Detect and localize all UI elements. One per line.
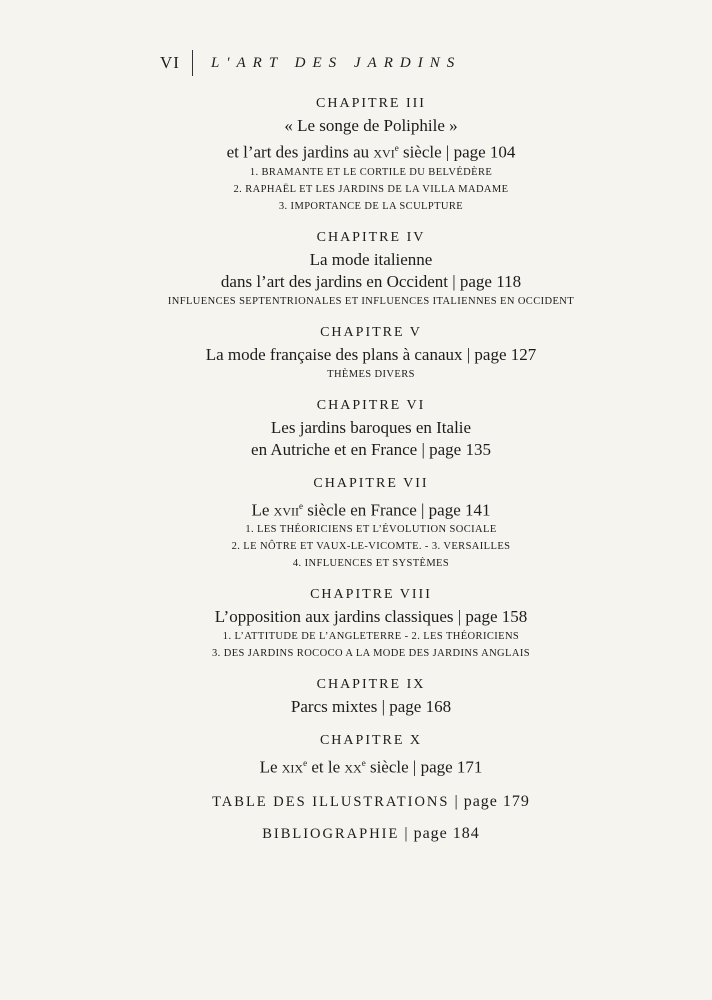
page-number: VI (160, 53, 180, 72)
chapter-title: Les jardins baroques en Italie (270, 417, 472, 437)
chapter-title: « Le songe de Poliphile » (284, 116, 458, 135)
chapter-10 (150, 730, 592, 779)
section-item: 3. DES JARDINS ROCOCO A LA MODE DES JARDINS ANGLAIS (212, 648, 530, 660)
section-item: 1. LES THÉORICIENS ET L’ÉVOLUTION SOCIALE (245, 524, 497, 536)
section-item: 1. BRAMANTE ET LE CORTILE DU BELVÉDÈRE (249, 166, 493, 178)
chapter-9 (150, 674, 592, 718)
section-item: 3. IMPORTANCE DE LA SCULPTURE (278, 200, 464, 212)
chapter-label: CHAPITRE VII (313, 475, 429, 491)
chapter-title: La mode italienne (309, 249, 433, 269)
section-item: 1. L’ATTITUDE DE L’ANGLETERRE - 2. LES THÉORICIENS (222, 631, 520, 643)
chapter-title-page: et l’art des jardins au xvi$^e$ siècle | page 104 (226, 142, 516, 162)
chapter-title-page: Le xvii$^e$ siècle en France | page 141 (251, 500, 491, 520)
chapter-3 (150, 93, 592, 215)
section-item: 4. INFLUENCES ET SYSTÈMES (292, 558, 450, 570)
chapter-title-page: en Autriche et en France | page 135 (251, 439, 491, 459)
section-item: 2. RAPHAËL ET LES JARDINS DE LA VILLA MADAME (233, 183, 509, 195)
chapter-label: CHAPITRE IV (316, 229, 426, 245)
chapter-label: CHAPITRE VI (316, 397, 426, 413)
chapter-label: CHAPITRE X (319, 733, 423, 749)
illustrations-entry: TABLE DES ILLUSTRATIONS | page 179 (212, 792, 530, 810)
chapter-title-page: La mode française des plans à canaux | page 127 (205, 344, 537, 364)
chapter-label: CHAPITRE VIII (310, 587, 432, 603)
header-divider (192, 50, 193, 76)
chapter-4 (150, 227, 592, 310)
chapter-8 (150, 584, 592, 662)
chapter-title-page: Le xix$^e$ et le $xx^e$ siècle | page 171 (259, 757, 483, 777)
chapter-label: CHAPITRE III (316, 96, 426, 111)
table-of-contents (150, 93, 592, 855)
chapter-title-page: L’opposition aux jardins classiques | page 158 (214, 607, 528, 627)
chapter-6 (150, 395, 592, 461)
chapter-7 (150, 473, 592, 573)
chapter-title-page: dans l’art des jardins en Occident | page 118 (220, 271, 522, 291)
section-item: THÈMES DIVERS (327, 368, 415, 380)
section-item: INFLUENCES SEPTENTRIONALES ET INFLUENCES ITALIENNES EN OCCIDENT (167, 295, 575, 307)
chapter-label: CHAPITRE V (320, 324, 422, 340)
chapter-title-page: Parcs mixtes | page 168 (290, 697, 452, 717)
chapter-label: CHAPITRE IX (316, 677, 426, 693)
bibliography-entry: BIBLIOGRAPHIE | page 184 (262, 824, 480, 842)
section-item: 2. LE NÔTRE ET VAUX-LE-VICOMTE. - 3. VERSAILLES (231, 541, 511, 553)
running-head (160, 50, 461, 76)
book-title: L'ART DES JARDINS (210, 54, 462, 71)
chapter-5 (150, 322, 592, 383)
